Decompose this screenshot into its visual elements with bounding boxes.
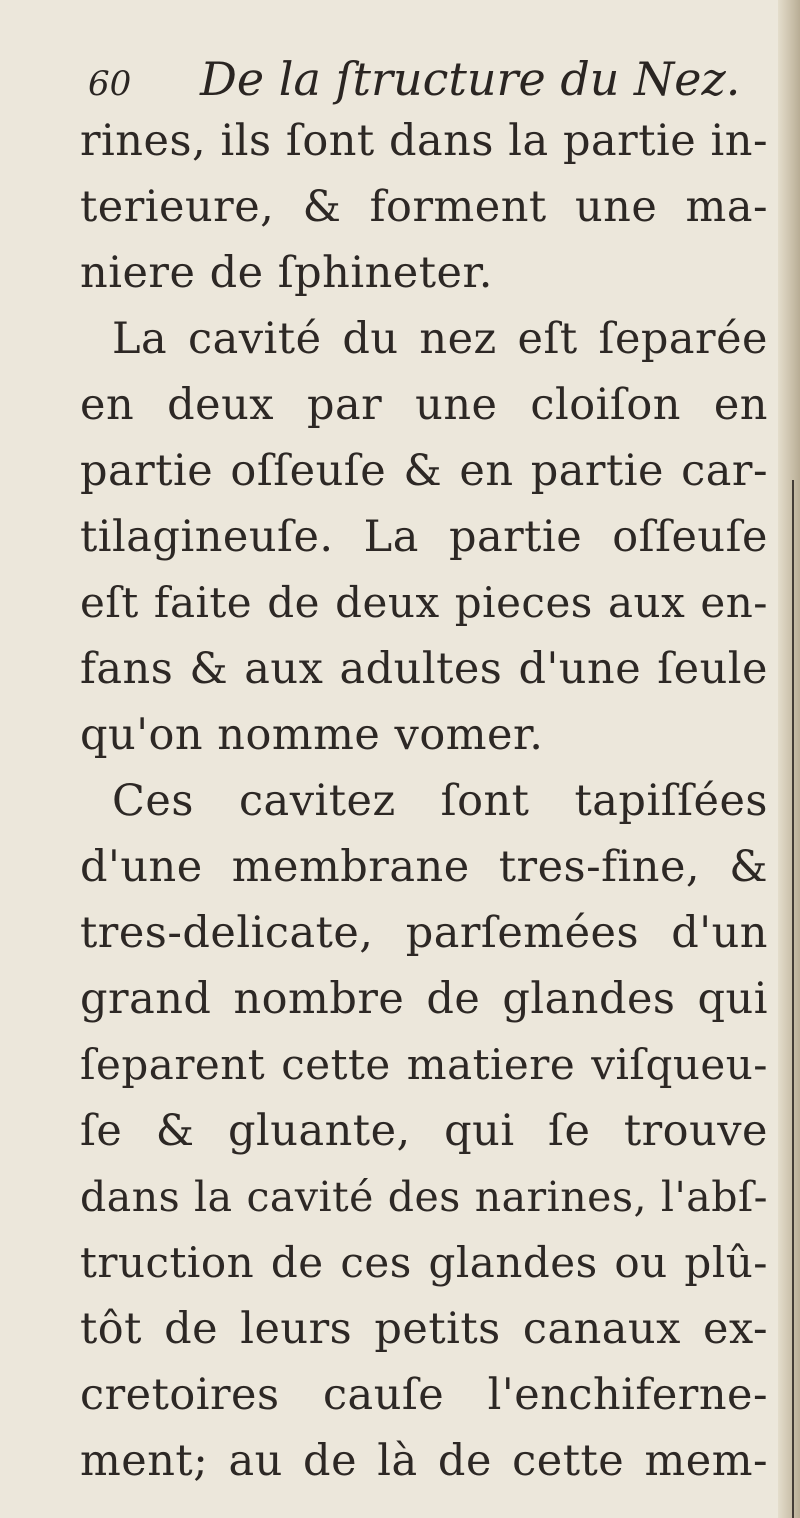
text-line: dans la cavité des narines, l'abſ- — [80, 1173, 768, 1221]
paragraph-first-line: La cavité du nez eſt ſeparée — [112, 314, 768, 364]
text-line: d'une membrane tres-fine, & — [80, 842, 768, 892]
text-line: ſeparent cette matiere viſqueu- — [80, 1040, 768, 1089]
binding-edge-line — [792, 480, 794, 1518]
text-line: tilagineuſe. La partie oſſeuſe — [80, 512, 768, 562]
paragraph-first-line: Ces cavitez ſont tapiſſées — [112, 776, 768, 826]
text-line: ment; au de là de cette mem- — [80, 1436, 768, 1486]
text-line: ſe & gluante, qui ſe trouve — [80, 1106, 768, 1156]
text-line: terieure, & forment une ma- — [80, 182, 768, 232]
page-number: 60 — [88, 64, 132, 104]
text-line: tres-delicate, parſemées d'un — [80, 908, 768, 958]
running-title: De la ſtructure du Nez. — [200, 52, 741, 106]
text-line: cretoires cauſe l'enchiferne- — [80, 1370, 768, 1420]
page-edge — [778, 0, 800, 1518]
text-line: partie oſſeuſe & en partie car- — [80, 446, 768, 496]
page-header — [88, 52, 741, 112]
text-line: niere de ſphineter. — [80, 248, 493, 298]
text-line: eſt faite de deux pieces aux en- — [80, 578, 768, 627]
text-line: tôt de leurs petits canaux ex- — [80, 1304, 768, 1354]
text-line: grand nombre de glandes qui — [80, 974, 768, 1024]
text-line: fans & aux adultes d'une ſeule — [80, 644, 768, 694]
text-line: en deux par une cloiſon en — [80, 380, 768, 430]
text-line: rines, ils ſont dans la partie in- — [80, 116, 768, 166]
text-line: qu'on nomme vomer. — [80, 710, 544, 760]
text-line: truction de ces glandes ou plû- — [80, 1238, 768, 1287]
